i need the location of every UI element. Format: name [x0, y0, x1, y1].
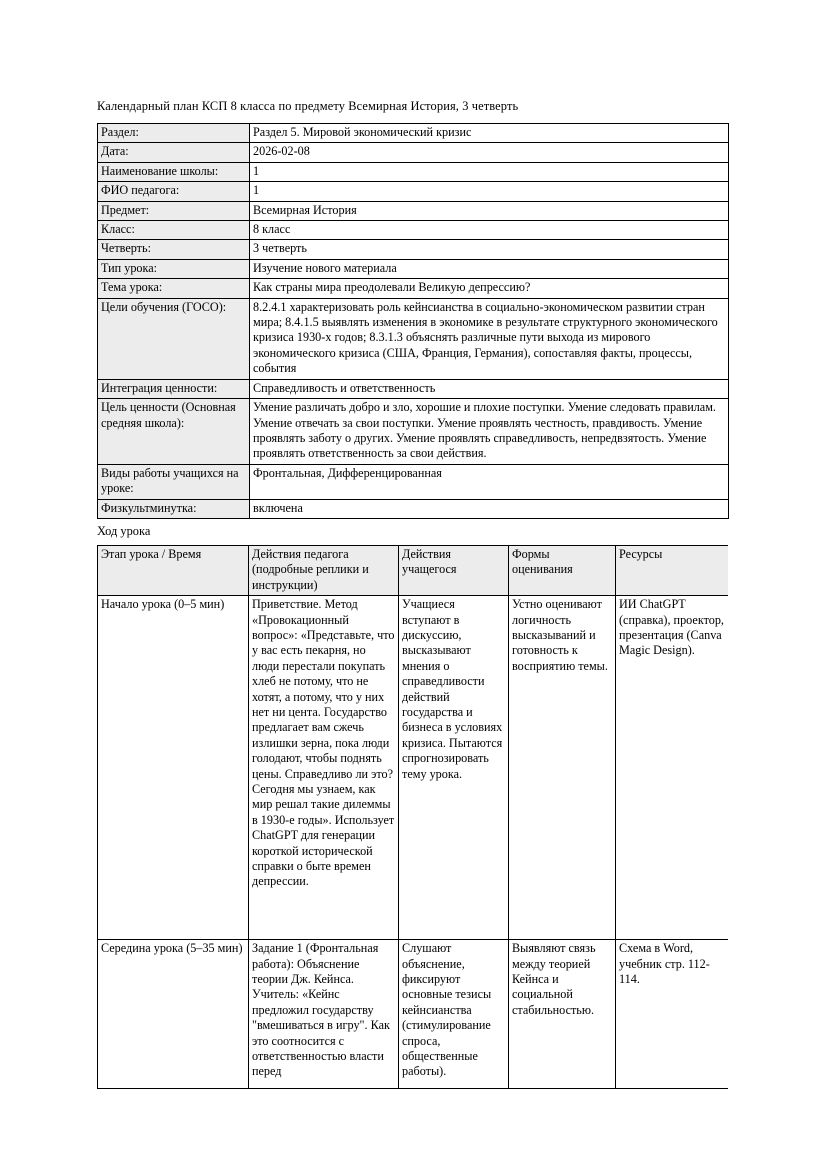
- cell-stage: Начало урока (0–5 мин): [98, 596, 249, 940]
- info-value: Умение различать добро и зло, хорошие и плохие поступки. Умение следовать правилам. Умение отвечать за свои поступки. Умение проявлять честность, правдивость. Умение проявлять заботу о других. Умение проявлять справедливость, непредвзятость. Умение проявлять ответственность за свои действия.: [250, 399, 729, 465]
- cell-student-actions: Учащиеся вступают в дискуссию, высказывают мнения о справедливости действий государства и бизнеса в условиях кризиса. Пытаются спрогнозировать тему урока.: [399, 596, 509, 940]
- info-value: 1: [250, 162, 729, 181]
- info-label: Раздел:: [98, 124, 250, 143]
- table-row: [98, 499, 729, 518]
- cell-assessment: Устно оценивают логичность высказываний и готовность к восприятию темы.: [509, 596, 616, 940]
- table-row: [98, 464, 729, 499]
- cell-student-actions: Слушают объяснение, фиксируют основные тезисы кейнсианства (стимулирование спроса, общественные работы).: [399, 940, 509, 1089]
- info-label: Виды работы учащихся на уроке:: [98, 464, 250, 499]
- table-row: [98, 143, 729, 162]
- column-header-resources: Ресурсы: [616, 545, 729, 595]
- lesson-flow-table-clip: [97, 545, 728, 1098]
- table-row: [98, 259, 729, 278]
- table-row: [98, 221, 729, 240]
- info-label: Четверть:: [98, 240, 250, 259]
- info-label: Наименование школы:: [98, 162, 250, 181]
- info-value: Изучение нового материала: [250, 259, 729, 278]
- table-row: [98, 162, 729, 181]
- info-value: включена: [250, 499, 729, 518]
- info-value: Всемирная История: [250, 201, 729, 220]
- page-title: Календарный план КСП 8 класса по предмету Всемирная История, 3 четверть: [97, 99, 519, 113]
- table-row: [98, 182, 729, 201]
- column-header-assessment: Формы оценивания: [509, 545, 616, 595]
- lesson-info-body: [98, 124, 729, 519]
- info-value: 8.2.4.1 характеризовать роль кейнсианства в социально-экономическом развитии стран мира; 8.4.1.5 выявлять изменения в экономике в результате структурного экономического кризиса 1930-х годов; 8.3.1.3 объяснять различные пути выхода из мирового экономического кризиса (США, Франция, Германия), сопоставляя факты, процессы, события: [250, 298, 729, 379]
- info-value: Фронтальная, Дифференцированная: [250, 464, 729, 499]
- table-row: [98, 298, 729, 379]
- info-label: Предмет:: [98, 201, 250, 220]
- lesson-flow-body: [98, 596, 729, 1089]
- info-label: Цели обучения (ГОСО):: [98, 298, 250, 379]
- table-row: [98, 596, 729, 940]
- info-value: Справедливость и ответственность: [250, 379, 729, 398]
- document-content: [97, 98, 728, 1098]
- lesson-flow-header: [98, 545, 729, 595]
- table-row: [98, 201, 729, 220]
- info-value: 2026-02-08: [250, 143, 729, 162]
- info-label: Физкультминутка:: [98, 499, 250, 518]
- cell-resources: Схема в Word, учебник стр. 112-114.: [616, 940, 729, 1089]
- column-header-teacher-actions: Действия педагога (подробные реплики и инструкции): [249, 545, 399, 595]
- info-label: Тип урока:: [98, 259, 250, 278]
- table-header-row: [98, 545, 729, 595]
- section-heading-lesson-flow: Ход урока: [97, 523, 151, 538]
- table-row: [98, 940, 729, 1089]
- info-value: Раздел 5. Мировой экономический кризис: [250, 124, 729, 143]
- table-row: [98, 279, 729, 298]
- info-value: Как страны мира преодолевали Великую депрессию?: [250, 279, 729, 298]
- column-header-student-actions: Действия учащегося: [399, 545, 509, 595]
- info-value: 8 класс: [250, 221, 729, 240]
- info-value: 1: [250, 182, 729, 201]
- cell-teacher-actions: Задание 1 (Фронтальная работа): Объяснение теории Дж. Кейнса. Учитель: «Кейнс предложил государству "вмешиваться в игру". Как это соотносится с ответственностью власти перед: [249, 940, 399, 1089]
- cell-resources: ИИ ChatGPT (справка), проектор, презентация (Canva Magic Design).: [616, 596, 729, 940]
- table-row: [98, 240, 729, 259]
- info-label: Интеграция ценности:: [98, 379, 250, 398]
- info-label: Тема урока:: [98, 279, 250, 298]
- info-label: Цель ценности (Основная средняя школа):: [98, 399, 250, 465]
- lesson-flow-table: [97, 545, 728, 1089]
- lesson-info-table: [97, 123, 729, 519]
- table-row: [98, 399, 729, 465]
- table-row: [98, 124, 729, 143]
- cell-assessment: Выявляют связь между теорией Кейнса и социальной стабильностью.: [509, 940, 616, 1089]
- info-value: 3 четверть: [250, 240, 729, 259]
- column-header-stage: Этап урока / Время: [98, 545, 249, 595]
- cell-stage: Середина урока (5–35 мин): [98, 940, 249, 1089]
- info-label: ФИО педагога:: [98, 182, 250, 201]
- info-label: Класс:: [98, 221, 250, 240]
- table-row: [98, 379, 729, 398]
- cell-teacher-actions: Приветствие. Метод «Провокационный вопрос»: «Представьте, что у вас есть пекарня, но люди перестали покупать хлеб не потому, что не хотят, а потому, что у них нет ни цента. Государство предлагает вам сжечь излишки зерна, пока люди голодают, чтобы поднять цены. Справедливо ли это? Сегодня мы узнаем, как мир решал такие дилеммы в 1930-е годы». Использует ChatGPT для генерации короткой исторической справки о быте времен депрессии.: [249, 596, 399, 940]
- info-label: Дата:: [98, 143, 250, 162]
